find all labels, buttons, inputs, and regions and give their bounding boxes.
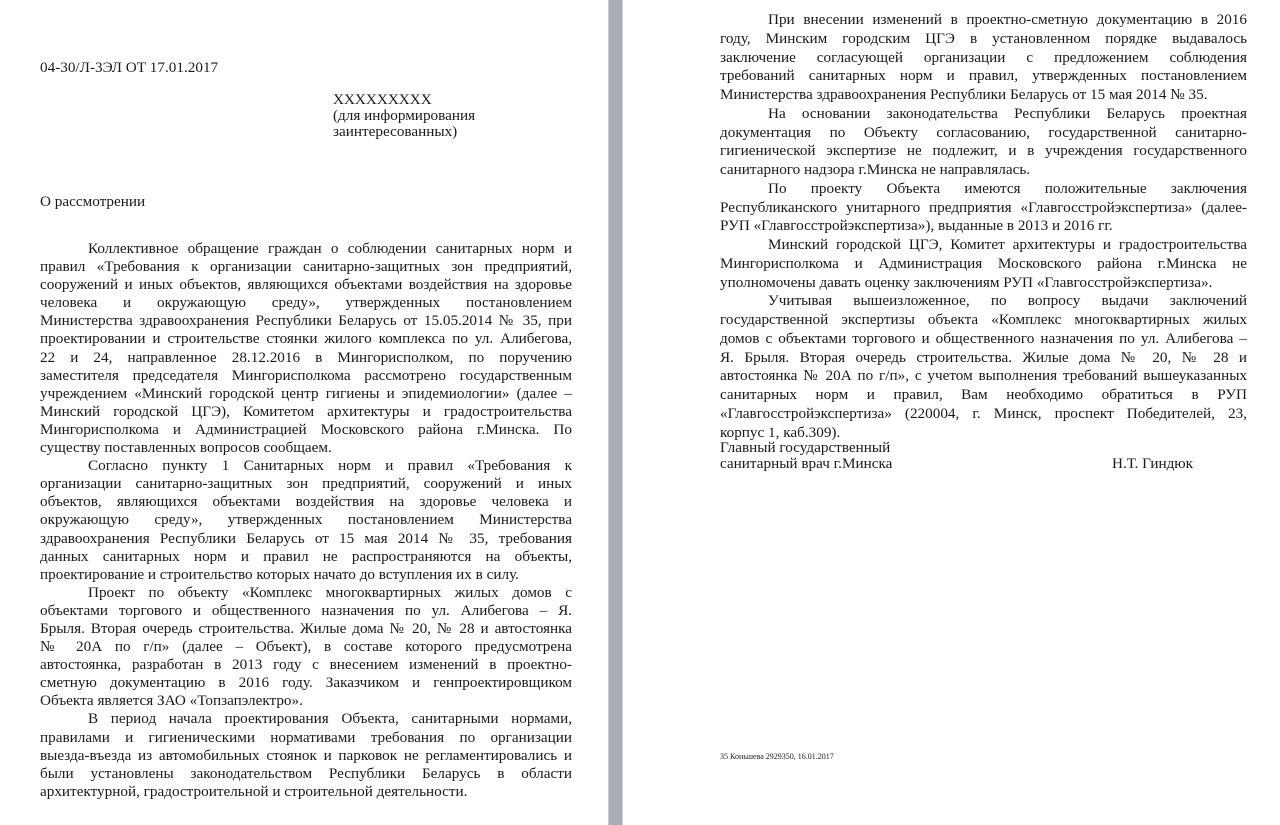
paragraph-line: В период начала проектирования Объекта, санитарными нормами, [88,710,572,728]
addressee-block [333,92,475,140]
footer-note: 35 Коньшева 2929350, 16.01.2017 [720,752,834,761]
paragraph-line: домов с объектами торгового и общественного назначения по ул. Алибегова – [720,329,1247,347]
paragraph-line: организации санитарно-защитных зон предприятий, сооружений и иных [40,475,572,493]
document-page-2 [623,0,1280,825]
paragraph-line: документация по Объекту согласованию, государственной санитарно- [720,123,1247,141]
paragraph-line: санитарных норм и правил, Вам необходимо обратиться в РУП [720,386,1247,403]
paragraph-line: Мингорисполкома и Администрацией Московского района г.Минска. По [40,420,572,438]
signature-title-line: санитарный врач г.Минска [720,455,893,472]
paragraph-line: здравоохранения Республики Беларусь от 15 мая 2014 № 35, требования [40,529,572,547]
addressee-line: заинтересованных) [333,123,458,140]
page-separator [608,0,623,825]
paragraph-line: объектов, являющихся объектами воздействия на здоровье человека и [40,493,572,511]
paragraph-line: сметную документацию в 2016 году. Заказчиком и генпроектировщиком [40,674,572,692]
paragraph-line: Брыля. Вторая очередь строительства. Жилые дома № 20, № 28 и автостоянка [40,619,572,637]
paragraph-line: окружающую среду», утвержденных постановлением Министерства [40,511,572,529]
paragraph-line: Мингорисполкома и Администрация Московского района г.Минска не [720,254,1247,272]
paragraph-line: государственной экспертизы объекта «Комплекс многоквартирных жилых [720,311,1247,328]
paragraph-line: РУП «Главгосстройэкспертиза»), выданные в 2013 и 2016 гг. [720,217,1113,235]
letter-body-right [720,11,1247,442]
paragraph-line: При внесении изменений в проектно-сметную документацию в 2016 [768,11,1247,28]
paragraph-line: Минский городской ЦГЭ, Комитет архитектуры и градостроительства [768,236,1247,253]
paragraph-line: Я. Брыля. Вторая очередь строительства. Жилые дома № 20, № 28 и [720,348,1247,366]
paragraph-line: автостоянка № 20А по г/п», с учетом выполнения требований вышеуказанных [720,367,1247,385]
paragraph-line: проектирование и строительство которых начато до вступления их в силу. [40,565,519,583]
paragraph-line: выезда-въезда из автомобильных стоянок и парковок не регламентировались и [40,746,572,764]
paragraph-line: № 20А по г/п» (далее – Объект), в составе которого предусмотрена [40,638,572,656]
paragraph-line: корпус 1, каб.309). [720,423,841,441]
paragraph-line: правилами и гигиеническими нормативами требования по организации [40,728,572,746]
paragraph-line: Республиканского унитарного предприятия «Главгосстройэкспертиза» (далее- [720,198,1247,216]
reference-number: 04-30/Л-3ЭЛ ОТ 17.01.2017 [40,59,219,76]
paragraph-line: Минский городской ЦГЭ), Комитетом архитектуры и градостроительства [40,402,572,420]
paragraph-line: были установлены законодательством Республики Беларусь в области [40,764,572,782]
paragraph-line: правил «Требования к организации санитарно-защитных зон предприятий, [40,258,572,276]
addressee-line: (для информирования [333,107,476,124]
document-page-1 [0,0,608,825]
paragraph-line: Министерства здравоохранения Республики Беларусь от 15 мая 2014 № 35. [720,86,1208,103]
paragraph-line: На основании законодательства Республики Беларусь проектная [768,104,1247,122]
paragraph-line: Министерства здравоохранения Республики Беларусь от 15.05.2014 № 35, при [40,312,572,330]
paragraph-line: данных санитарных норм и правил не распространяются на объекты, [40,547,572,565]
paragraph-line: автостоянка, разработан в 2013 году с внесением изменений в проектно- [40,656,572,674]
paragraph-line: заместителя председателя Мингорисполкома рассмотрено государственным [40,366,572,384]
paragraph-line: 22 и 24, направленное 28.12.2016 в Мингорисполком, по поручению [40,348,572,366]
paragraph-line: сооружений и иных объектов, являющихся объектами воздействия на здоровье [40,276,572,294]
signature-title-line: Главный государственный [720,439,891,456]
paragraph-line: Согласно пункту 1 Санитарных норм и правил «Требования к [88,457,572,475]
paragraph-line: Коллективное обращение граждан о соблюдении санитарных норм и [88,240,572,257]
signature-title [720,440,892,472]
paragraph-line: году, Минским городским ЦГЭ в установленном порядке выдавалось [720,29,1247,47]
paragraph-line: «Главгосстройэкспертиза» (220004, г. Минск, проспект Победителей, 23, [720,404,1247,422]
paragraph-line: заключение согласующей организации с предложением соблюдения [720,48,1247,66]
signature-name: Н.Т. Гиндюк [1112,455,1194,472]
paragraph-line: Объекта является ЗАО «Топзапэлектро». [40,692,303,710]
paragraph-line: гигиенической экспертизе не подлежит, и в учреждения государственного [720,142,1247,160]
paragraph-line: существу поставленных вопросов сообщаем. [40,439,332,457]
paragraph-line: объектами торгового и общественного назначения по ул. Алибегова – Я. [40,601,572,619]
paragraph-line: учреждением «Минский городской центр гигиены и эпидемиологии» (далее – [40,384,572,402]
subject-line: О рассмотрении [40,193,146,210]
paragraph-line: архитектурной, градостроительной и строительной деятельности. [40,782,468,800]
paragraph-line: санитарного надзора г.Минска не направлялась. [720,161,1031,178]
paragraph-line: Проект по объекту «Комплекс многоквартирных жилых домов с [88,583,572,601]
paragraph-line: человека и окружающую среду», утвержденных постановлением [40,294,572,312]
paragraph-line: уполномочены давать оценку заключениям РУП «Главгосстройэкспертиза». [720,273,1213,291]
paragraph-line: проектировании и строительстве стоянки жилого комплекса по ул. Алибегова, [40,330,572,348]
paragraph-line: Учитывая вышеизложенное, по вопросу выдачи заключений [768,292,1247,310]
letter-body-left [40,240,572,801]
paragraph-line: По проекту Объекта имеются положительные заключения [768,179,1247,197]
paragraph-line: требований санитарных норм и правил, утвержденных постановлением [720,67,1247,85]
addressee-line: XXXXXXXXX [333,91,432,108]
